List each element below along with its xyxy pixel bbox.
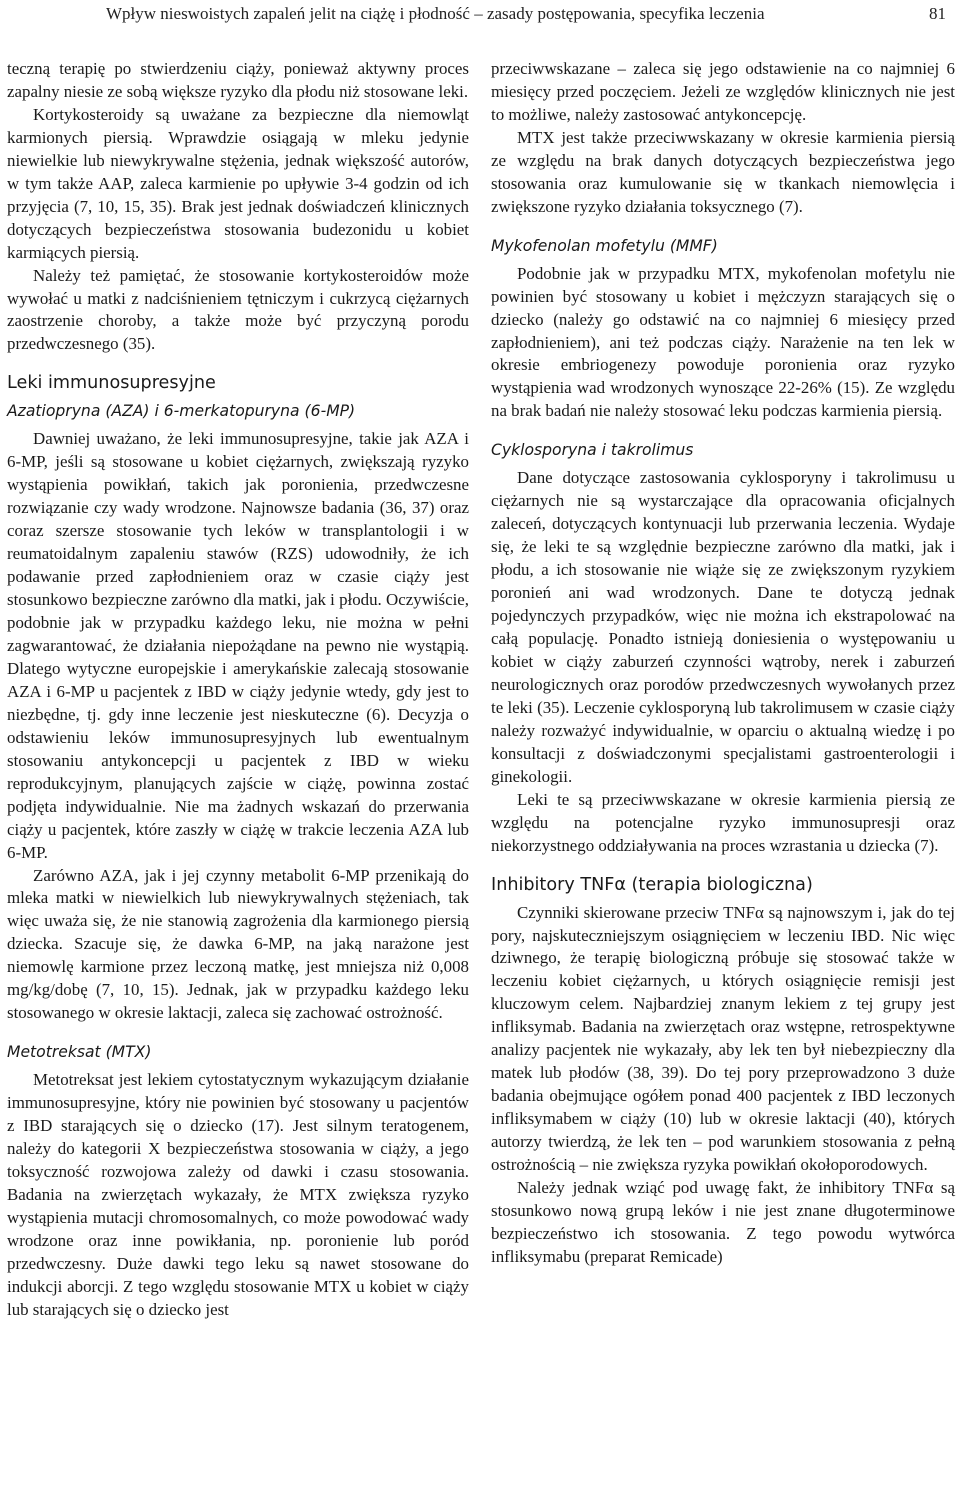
paragraph: Podobnie jak w przypadku MTX, mykofenolan mofetylu nie powinien być stosowany u kobiet i mężczyzn starających się o dziecko (należy go odstawić na co najmniej 6 miesięcy przed zapłodnieniem), ani też podczas ciąży. Narażenie na ten lek w okresie embriogenezy powoduje poronienia oraz ryzyko wystąpienia wad wrodzonych wynoszące 22-26% (15). Ze względu na brak badań nie należy stosować leku podczas karmienia piersią. xyxy=(491,263,955,421)
subsection-heading: Cyklosporyna i takrolimus xyxy=(491,441,694,460)
paragraph: Zarówno AZA, jak i jej czynny metabolit 6-MP przenikają do mleka matki w niewielkich lub niewykrywalnych stężeniach, tak więc uważa się, że nie stanowią zagrożenia dla karmionego piersią dziecka. Szacuje się, że dawka 6-MP, na jaką narażone jest niemowlę karmione przez leczoną matkę, jest mniejsza niż 0,008 mg/kg/dobę (7, 10, 15). Jednak, jak w przypadku każdego leku stosowanego w okresie laktacji, zaleca się zachować ostrożność. xyxy=(7,865,469,1023)
subsection-heading: Metotreksat (MTX) xyxy=(7,1043,152,1062)
running-header xyxy=(6,4,954,28)
paragraph: Należy też pamiętać, że stosowanie kortykosteroidów może wywołać u matki z nadciśnieniem tętniczym i cukrzycą ciężarnych zaostrzenie choroby, a także może być przyczyną porodu przedwczesnego (35). xyxy=(7,265,469,354)
paragraph: Dane dotyczące zastosowania cyklosporyny i takrolimusu u ciężarnych nie są wystarczające dla opracowania oficjalnych zaleceń, dotyczących kontynuacji lub przerwania leczenia. Wydaje się, że leki te są względnie bezpieczne zarówno dla matki, jak i płodu, a ich stosowanie nie wiąże się ze zwiększonym ryzykiem poronień ani wad wrodzonych. Dane te dotyczą jednak pojedynczych przypadków, więc nie można ich ekstrapolować na całą populację. Ponadto istnieją doniesienia o występowaniu u kobiet w ciąży zaburzeń czynności wątroby, nerek i zaburzeń neurologicznych oraz porodów przedwczesnych wywołanych przez te leki (35). Leczenie cyklosporyną lub takrolimusem w czasie ciąży należy rozważyć indywidualnie, w oparciu o aktualną wiedzę i po konsultacji z doświadczonymi specjalistami gastroenterologii i ginekologii. xyxy=(491,468,955,786)
paragraph: Kortykosteroidy są uważane za bezpieczne dla niemowląt karmionych piersią. Wprawdzie osiągają w mleku jedynie niewielkie lub niewykrywalne stężenia, jednak większość autorów, w tym także AAP, zaleca karmienie po upływie 3-4 godzin od ich przyjęcia (7, 10, 15, 35). Brak jest jednak doświadczeń klinicznych dotyczących bezpieczeństwa stosowania budezonidu u kobiet karmiących piersią. xyxy=(7,104,469,262)
running-header-title: Wpływ nieswoistych zapaleń jelit na ciążę i płodność – zasady postępowania, specyfika leczenia xyxy=(106,4,765,23)
right-column xyxy=(491,58,955,1269)
paragraph: Dawniej uważano, że leki immunosupresyjne, takie jak AZA i 6-MP, jeśli są stosowane u kobiet ciężarnych, zwiększają ryzyko wystąpienia powikłań, takich jak poronienia, przedwczesne rozwiązanie czy wady wrodzone. Najnowsze badania (36, 37) oraz coraz szersze stosowanie tych leków w transplantologii i w reumatoidalnym zapaleniu stawów (RZS) udowodniły, że ich podawanie przed zapłodnieniem oraz w czasie ciąży jest stosunkowo bezpieczne zarówno dla matki, jak i płodu. Oczywiście, podobnie jak w przypadku każdego leku, nie można w pełni zagwarantować, że działania niepożądane na pewno nie wystąpią. Dlatego wytyczne europejskie i amerykańskie zalecają stosowanie AZA i 6-MP u pacjentek z IBD w ciąży jedynie wtedy, gdy jest to niezbędne, tj. gdy inne leczenie jest nieskuteczne (6). Decyzja o odstawieniu leków immunosupresyjnych lub ewentualnym stosowaniu antykoncepcji u pacjentek z IBD w wieku reprodukcyjnym, planujących zajście w ciążę, powinna zostać podjęta indywidualnie. Nie ma żadnych wskazań do przerwania ciąży u pacjentek, które zaszły w ciążę w trakcie leczenia AZA lub 6-MP. xyxy=(7,429,470,862)
paragraph: Należy jednak wziąć pod uwagę fakt, że inhibitory TNFα są stosunkowo nową grupą leków i nie jest znane długoterminowe bezpieczeństwo ich stosowania. Z tego powodu wytwórca infliksymabu (preparat Remicade) xyxy=(491,1177,955,1266)
section-heading: Inhibitory TNFα (terapia biologiczna) xyxy=(491,874,813,895)
paragraph: Czynniki skierowane przeciw TNFα są najnowszym i, jak do tej pory, najskuteczniejszym osiągnięciem w leczeniu IBD. Nic więc dziwnego, że terapię biologiczną próbuje się stosować także w leczeniu kobiet ciężarnych, u których osiągnięcie remisji jest kluczowym celem. Najbardziej znanym lekiem z tej grupy jest infliksymab. Badania na zwierzętach oraz wstępne, retrospektywne analizy pacjentek nie wykazały, aby lek ten był niebezpieczny dla matek lub płodów (38, 39). Do tej pory przeprowadzono 3 duże badania obejmujące ogółem ponad 400 pacjentek z IBD leczonych infliksymabem w ciąży (10) lub w okresie laktacji (40), których autorzy twierdzą, że lek ten – pod warunkiem stosowania z pełną ostrożnością – nie zwiększa ryzyka powikłań okołoporodowych. xyxy=(491,902,955,1175)
paragraph: MTX jest także przeciwwskazany w okresie karmienia piersią ze względu na brak danych dotyczących bezpieczeństwa jego stosowania oraz kumulowanie się w tkankach niemowlęcia i zwiększone ryzyko działania toksycznego (7). xyxy=(491,127,955,216)
paragraph: Leki te są przeciwwskazane w okresie karmienia piersią ze względu na potencjalne ryzyko immunosupresji oraz niekorzystnego oddziaływania na proces wzrastania u dziecka (7). xyxy=(491,789,955,855)
subsection-heading: Mykofenolan mofetylu (MMF) xyxy=(491,236,718,255)
paragraph: przeciwwskazane – zaleca się jego odstawienie na co najmniej 6 miesięcy przed poczęciem. Jeżeli ze względów klinicznych nie jest to możliwe, należy zastosować antykoncepcję. xyxy=(491,59,955,124)
section-heading: Leki immunosupresyjne xyxy=(7,373,216,394)
page-number: 81 xyxy=(929,4,946,23)
subsection-heading: Azatiopryna (AZA) i 6-merkatopuryna (6-MP) xyxy=(7,402,356,421)
paragraph: Metotreksat jest lekiem cytostatycznym wykazującym działanie immunosupresyjne, który nie powinien być stosowany u pacjentów z IBD starających się o dziecko (17). Jest silnym teratogenem, należy do kategorii X bezpieczeństwa stosowania w ciąży, a jego toksyczność rozwojowa zależy od dawki i czasu stosowania. Badania na zwierzętach wykazały, że MTX zwiększa ryzyko wystąpienia mutacji chromosomalnych, co może powodować wady wrodzone oraz inne powikłania, np. poronienie lub poród przedwczesny. Duże dawki tego leku są nawet stosowane do indukcji aborcji. Z tego względu stosowanie MTX u kobiet w ciąży lub starających się o dziecko jest xyxy=(7,1070,469,1319)
left-column xyxy=(7,58,469,1322)
paragraph: teczną terapię po stwierdzeniu ciąży, ponieważ aktywny proces zapalny niesie ze sobą większe ryzyko dla płodu niż stosowane leki. xyxy=(7,59,469,101)
